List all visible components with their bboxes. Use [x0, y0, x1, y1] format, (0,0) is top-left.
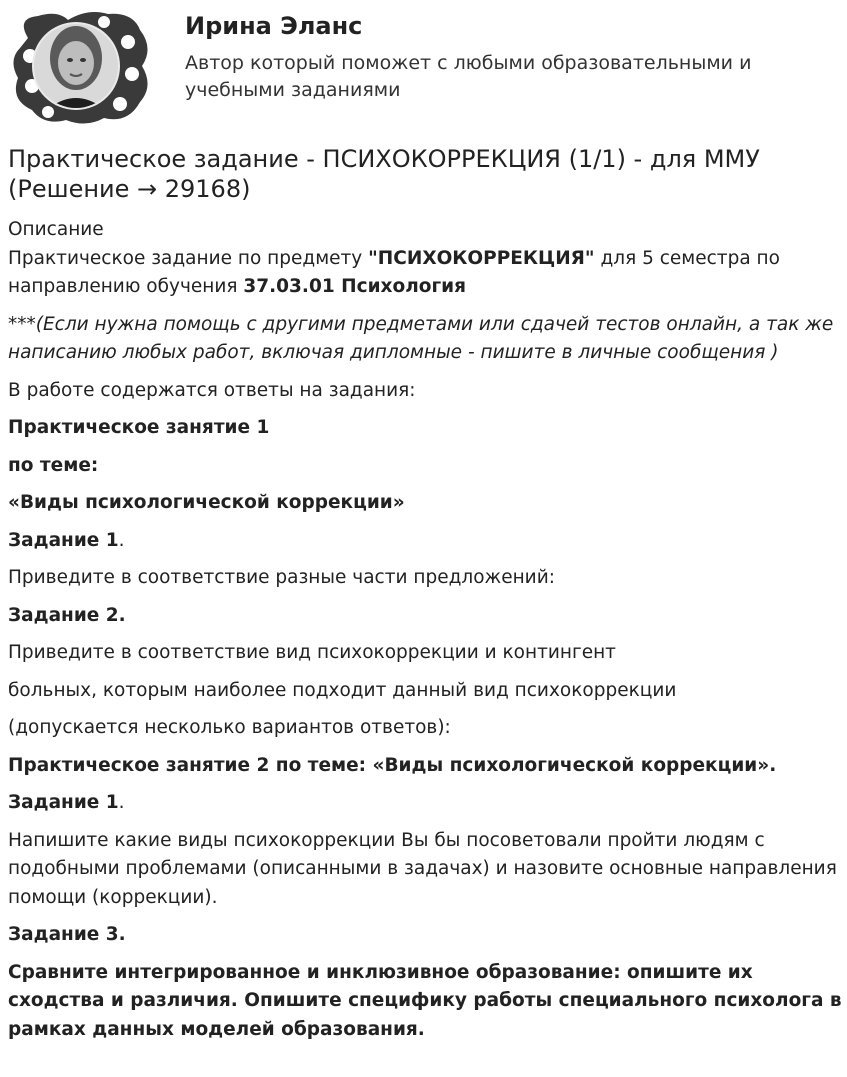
description-label: Описание [8, 219, 104, 240]
note-paragraph: ***(Если нужна помощь с другими предметами или сдачей тестов онлайн, а так же написанию любых работ, включая дипломные - пишите в личные сообщения ) [8, 313, 834, 363]
intro-text-2: для 5 семестра по направлению обучения [8, 247, 780, 297]
task-1b-text: Напишите какие виды психокоррекции Вы бы посоветовали пройти людям с подобными проблемами (описанными в задачах) и назовите основные направления помощи (коррекции). [8, 829, 837, 908]
lesson-1-heading: Практическое занятие 1 [8, 417, 270, 438]
document-title: Практическое задание - ПСИХОКОРРЕКЦИЯ (1/1) - для ММУ (Решение → 29168) [8, 145, 760, 203]
task-1-label: Задание 1 [8, 529, 119, 551]
task-2-line-3: (допускается несколько вариантов ответов): [8, 717, 451, 738]
intro-paragraph [8, 245, 843, 302]
task-1b-label: Задание 1 [8, 792, 119, 813]
task-1-text: Приведите в соответствие разные части предложений: [8, 567, 555, 588]
task-3-heading: Задание 3. [8, 924, 126, 945]
intro-text-1: Практическое задание по предмету [8, 247, 369, 269]
task-2-line-2: больных, которым наиболее подходит данный вид психокоррекции [8, 679, 677, 701]
author-avatar [8, 8, 150, 126]
contains-text: В работе содержатся ответы на задания: [8, 379, 416, 401]
author-header [0, 0, 847, 140]
task-2-heading: Задание 2. [8, 604, 126, 626]
topic-heading: «Виды психологической коррекции» [8, 492, 405, 513]
task-1-heading [8, 527, 843, 556]
task-1b-dot: . [118, 792, 125, 813]
lesson-2-heading: Практическое занятие 2 по теме: «Виды психологической коррекции». [8, 754, 777, 776]
intro-direction: 37.03.01 Психология [243, 276, 466, 297]
task-1-dot: . [118, 529, 125, 551]
task-3-text: Сравните интегрированное и инклюзивное образование: опишите их сходства и различия. Опишите специфику работы специального психолога в рамках данных моделей образования. [8, 961, 842, 1040]
task-2-line-1: Приведите в соответствие вид психокоррекции и контингент [8, 642, 616, 663]
author-name: Ирина Эланс [185, 12, 363, 40]
task-1b-heading [8, 789, 843, 818]
document-body [8, 144, 843, 1044]
on-topic-label: по теме: [8, 454, 99, 476]
intro-subject: "ПСИХОКОРРЕКЦИЯ" [368, 247, 595, 269]
author-description: Автор который поможет с любыми образовательными и учебными заданиями [185, 52, 752, 101]
